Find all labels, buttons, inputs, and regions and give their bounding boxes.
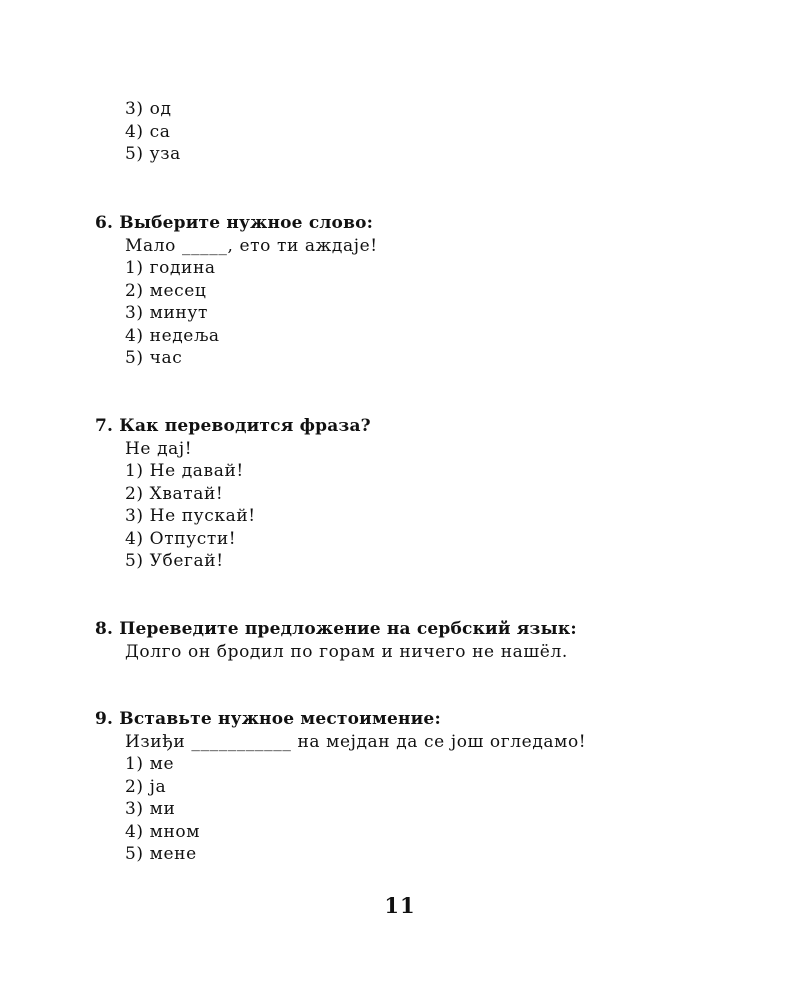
question-number: 8.	[95, 619, 114, 639]
option: 3) ми	[125, 799, 176, 819]
question-heading	[95, 415, 735, 438]
option: 4) мном	[125, 821, 201, 842]
option: 4) недеља	[125, 325, 220, 346]
question-prompt: Не дај!	[125, 438, 193, 459]
option: 2) месец	[125, 280, 207, 301]
option: 1) година	[125, 258, 216, 278]
option: 5) уза	[125, 144, 181, 164]
option: 3) минут	[125, 303, 208, 323]
question-prompt: Мало _____, ето ти аждаје!	[125, 235, 378, 256]
option: 2) ја	[125, 776, 167, 797]
option: 2) Хватай!	[125, 483, 224, 504]
option: 5) час	[125, 348, 183, 368]
question-title: Как переводится фраза?	[119, 416, 371, 436]
option: 3) Не пускай!	[125, 506, 256, 526]
option: 5) Убегай!	[125, 551, 224, 571]
question-title: Выберите нужное слово:	[119, 213, 374, 233]
continued-options	[95, 98, 735, 166]
question-6	[95, 212, 735, 370]
option: 1) Не давай!	[125, 461, 244, 481]
question-8	[95, 618, 735, 663]
question-prompt: Изиђи ___________ на мејдан да се још огледамо!	[125, 731, 587, 752]
question-title: Вставьте нужное местоимение:	[119, 709, 441, 729]
question-number: 6.	[95, 213, 114, 233]
question-heading	[95, 618, 735, 641]
question-heading	[95, 212, 735, 235]
option: 4) са	[125, 121, 171, 142]
question-7	[95, 415, 735, 573]
question-prompt: Долго он бродил по горам и ничего не нашёл.	[125, 641, 568, 662]
question-number: 9.	[95, 709, 114, 729]
option: 5) мене	[125, 844, 197, 864]
option: 3) од	[125, 99, 172, 119]
question-title: Переведите предложение на сербский язык:	[119, 619, 577, 639]
question-9	[95, 708, 735, 866]
question-heading	[95, 708, 735, 731]
page-number: 11	[384, 893, 416, 918]
option: 1) ме	[125, 754, 175, 774]
option: 4) Отпусти!	[125, 528, 237, 549]
question-number: 7.	[95, 416, 114, 436]
